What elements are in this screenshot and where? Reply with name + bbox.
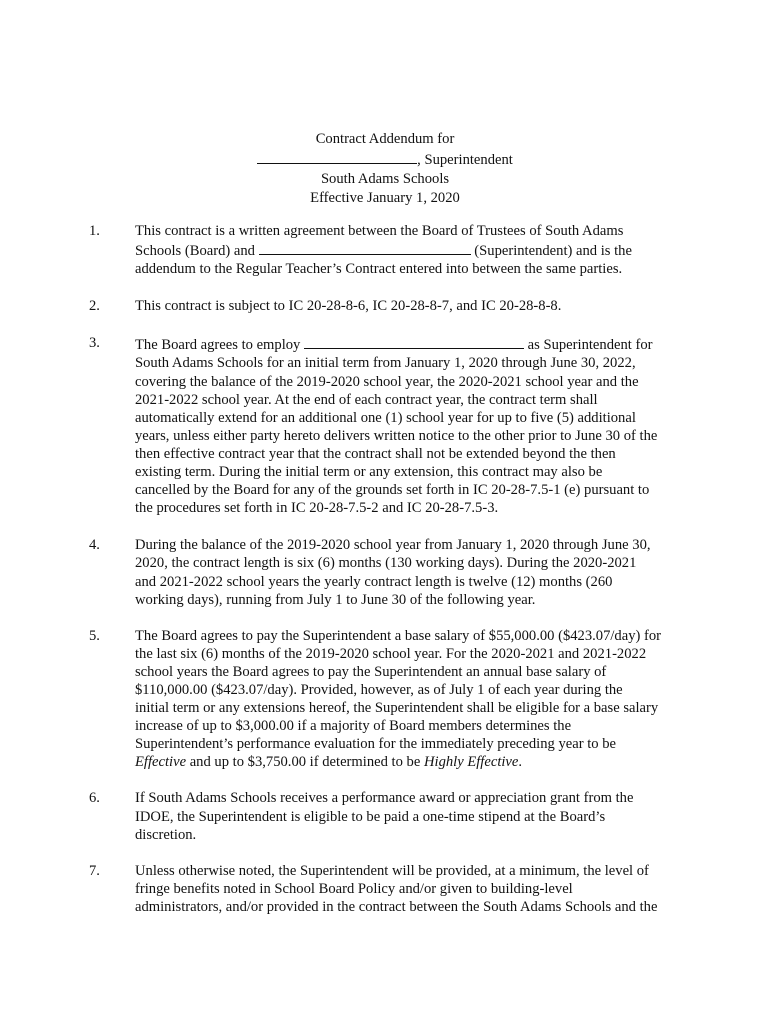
clause-text-line: Unless otherwise noted, the Superintendent will be provided, at a minimum, the level of: [135, 862, 649, 879]
document-header: [0, 130, 770, 208]
clause-text-line: covering the balance of the 2019-2020 school year, the 2020-2021 school year and the: [135, 373, 639, 390]
clause-text-line: initial term or any extensions hereof, the Superintendent shall be eligible for a base salary: [135, 700, 659, 717]
clause-text-line: addendum to the Regular Teacher’s Contract entered into between the same parties.: [135, 261, 623, 278]
clause-text-line: the last six (6) months of the 2019-2020 school year. For the 2020-2021 and 2021-2022: [135, 645, 647, 662]
clause-number: 1.: [89, 223, 100, 239]
clause-text-line: discretion.: [135, 826, 197, 843]
clause-text-line: then effective contract year that the contract shall not be extended beyond the then: [135, 445, 616, 462]
employ-name-blank[interactable]: [304, 334, 524, 349]
clause-1: [89, 222, 689, 278]
clause-2: [89, 297, 689, 315]
name-blank-field[interactable]: [257, 149, 417, 164]
contract-clauses: [89, 222, 689, 916]
clause-text-line: increase of up to $3,000.00 if a majority of Board members determines the: [135, 718, 572, 735]
clause-text-line: The Board agrees to pay the Superintendent a base salary of $55,000.00 ($423.07/day) for: [135, 627, 662, 644]
clause-text-line: IDOE, the Superintendent is eligible to be paid a one-time stipend at the Board’s: [135, 808, 606, 825]
clause-number: 3.: [89, 335, 100, 352]
clause-text-line: If South Adams Schools receives a performance award or appreciation grant from the: [135, 790, 634, 807]
clause-text-line: working days), running from July 1 to June 30 of the following year.: [135, 591, 536, 608]
clause-text-line: Schools (Board) and (Superintendent) and is the: [135, 240, 689, 260]
clause-text-line: years, unless either party hereto delivers written notice to the other prior to June 30 of the: [135, 427, 658, 444]
clause-5: [89, 627, 689, 772]
clause-text-line: administrators, and/or provided in the contract between the South Adams Schools and the: [135, 898, 658, 915]
clause-6: [89, 789, 689, 843]
clause-text-line: This contract is subject to IC 20-28-8-6, IC 20-28-8-7, and IC 20-28-8-8.: [135, 298, 562, 315]
header-title: Contract Addendum for: [315, 131, 455, 147]
header-effective-date: Effective January 1, 2020: [310, 190, 460, 206]
clause-text-line: existing term. During the initial term or any extension, this contract may also be: [135, 464, 603, 481]
clause-number: 5.: [89, 627, 100, 644]
clause-text-line: automatically extend for an additional one (1) school year for up to five (5) additional: [135, 409, 636, 426]
clause-text-line: the procedures set forth in IC 20-28-7.5-2 and IC 20-28-7.5-3.: [135, 500, 499, 517]
clause-7: [89, 862, 689, 916]
clause-text-line: cancelled by the Board for any of the grounds set forth in IC 20-28-7.5-1 (e) pursuant to: [135, 482, 650, 499]
clause-text-line: school years the Board agrees to pay the Superintendent an annual base salary of: [135, 663, 607, 680]
clause-text-line: 2020, the contract length is six (6) months (130 working days). During the 2020-2021: [135, 555, 637, 572]
clause-text-line: fringe benefits noted in School Board Policy and/or given to building-level: [135, 880, 573, 897]
clause-number: 4.: [89, 537, 100, 554]
clause-3: [89, 334, 689, 517]
clause-text-line: Superintendent’s performance evaluation for the immediately preceding year to be: [135, 736, 617, 753]
clause-number: 7.: [89, 862, 100, 879]
clause-text-line: 2021-2022 school year. At the end of each contract year, the contract term shall: [135, 391, 598, 408]
header-district: South Adams Schools: [320, 171, 450, 187]
clause-text-line: During the balance of the 2019-2020 school year from January 1, 2020 through June 30,: [135, 537, 651, 554]
clause-4: [89, 536, 689, 608]
clause-text-line: This contract is a written agreement between the Board of Trustees of South Adams: [135, 223, 624, 239]
clause-text-line: Effective and up to $3,750.00 if determined to be Highly Effective.: [135, 754, 523, 771]
clause-text-line: South Adams Schools for an initial term from January 1, 2020 through June 30, 2022,: [135, 355, 636, 372]
superintendent-name-blank[interactable]: [259, 240, 471, 255]
clause-text-line: The Board agrees to employ as Superintendent for: [135, 334, 689, 354]
clause-text-line: and 2021-2022 school years the yearly contract length is twelve (12) months (260: [135, 573, 613, 590]
header-superintendent-line: , Superintendent: [0, 149, 770, 170]
clause-number: 2.: [89, 298, 100, 315]
clause-number: 6.: [89, 790, 100, 807]
clause-text-line: $110,000.00 ($423.07/day). Provided, however, as of July 1 of each year during the: [135, 681, 623, 698]
